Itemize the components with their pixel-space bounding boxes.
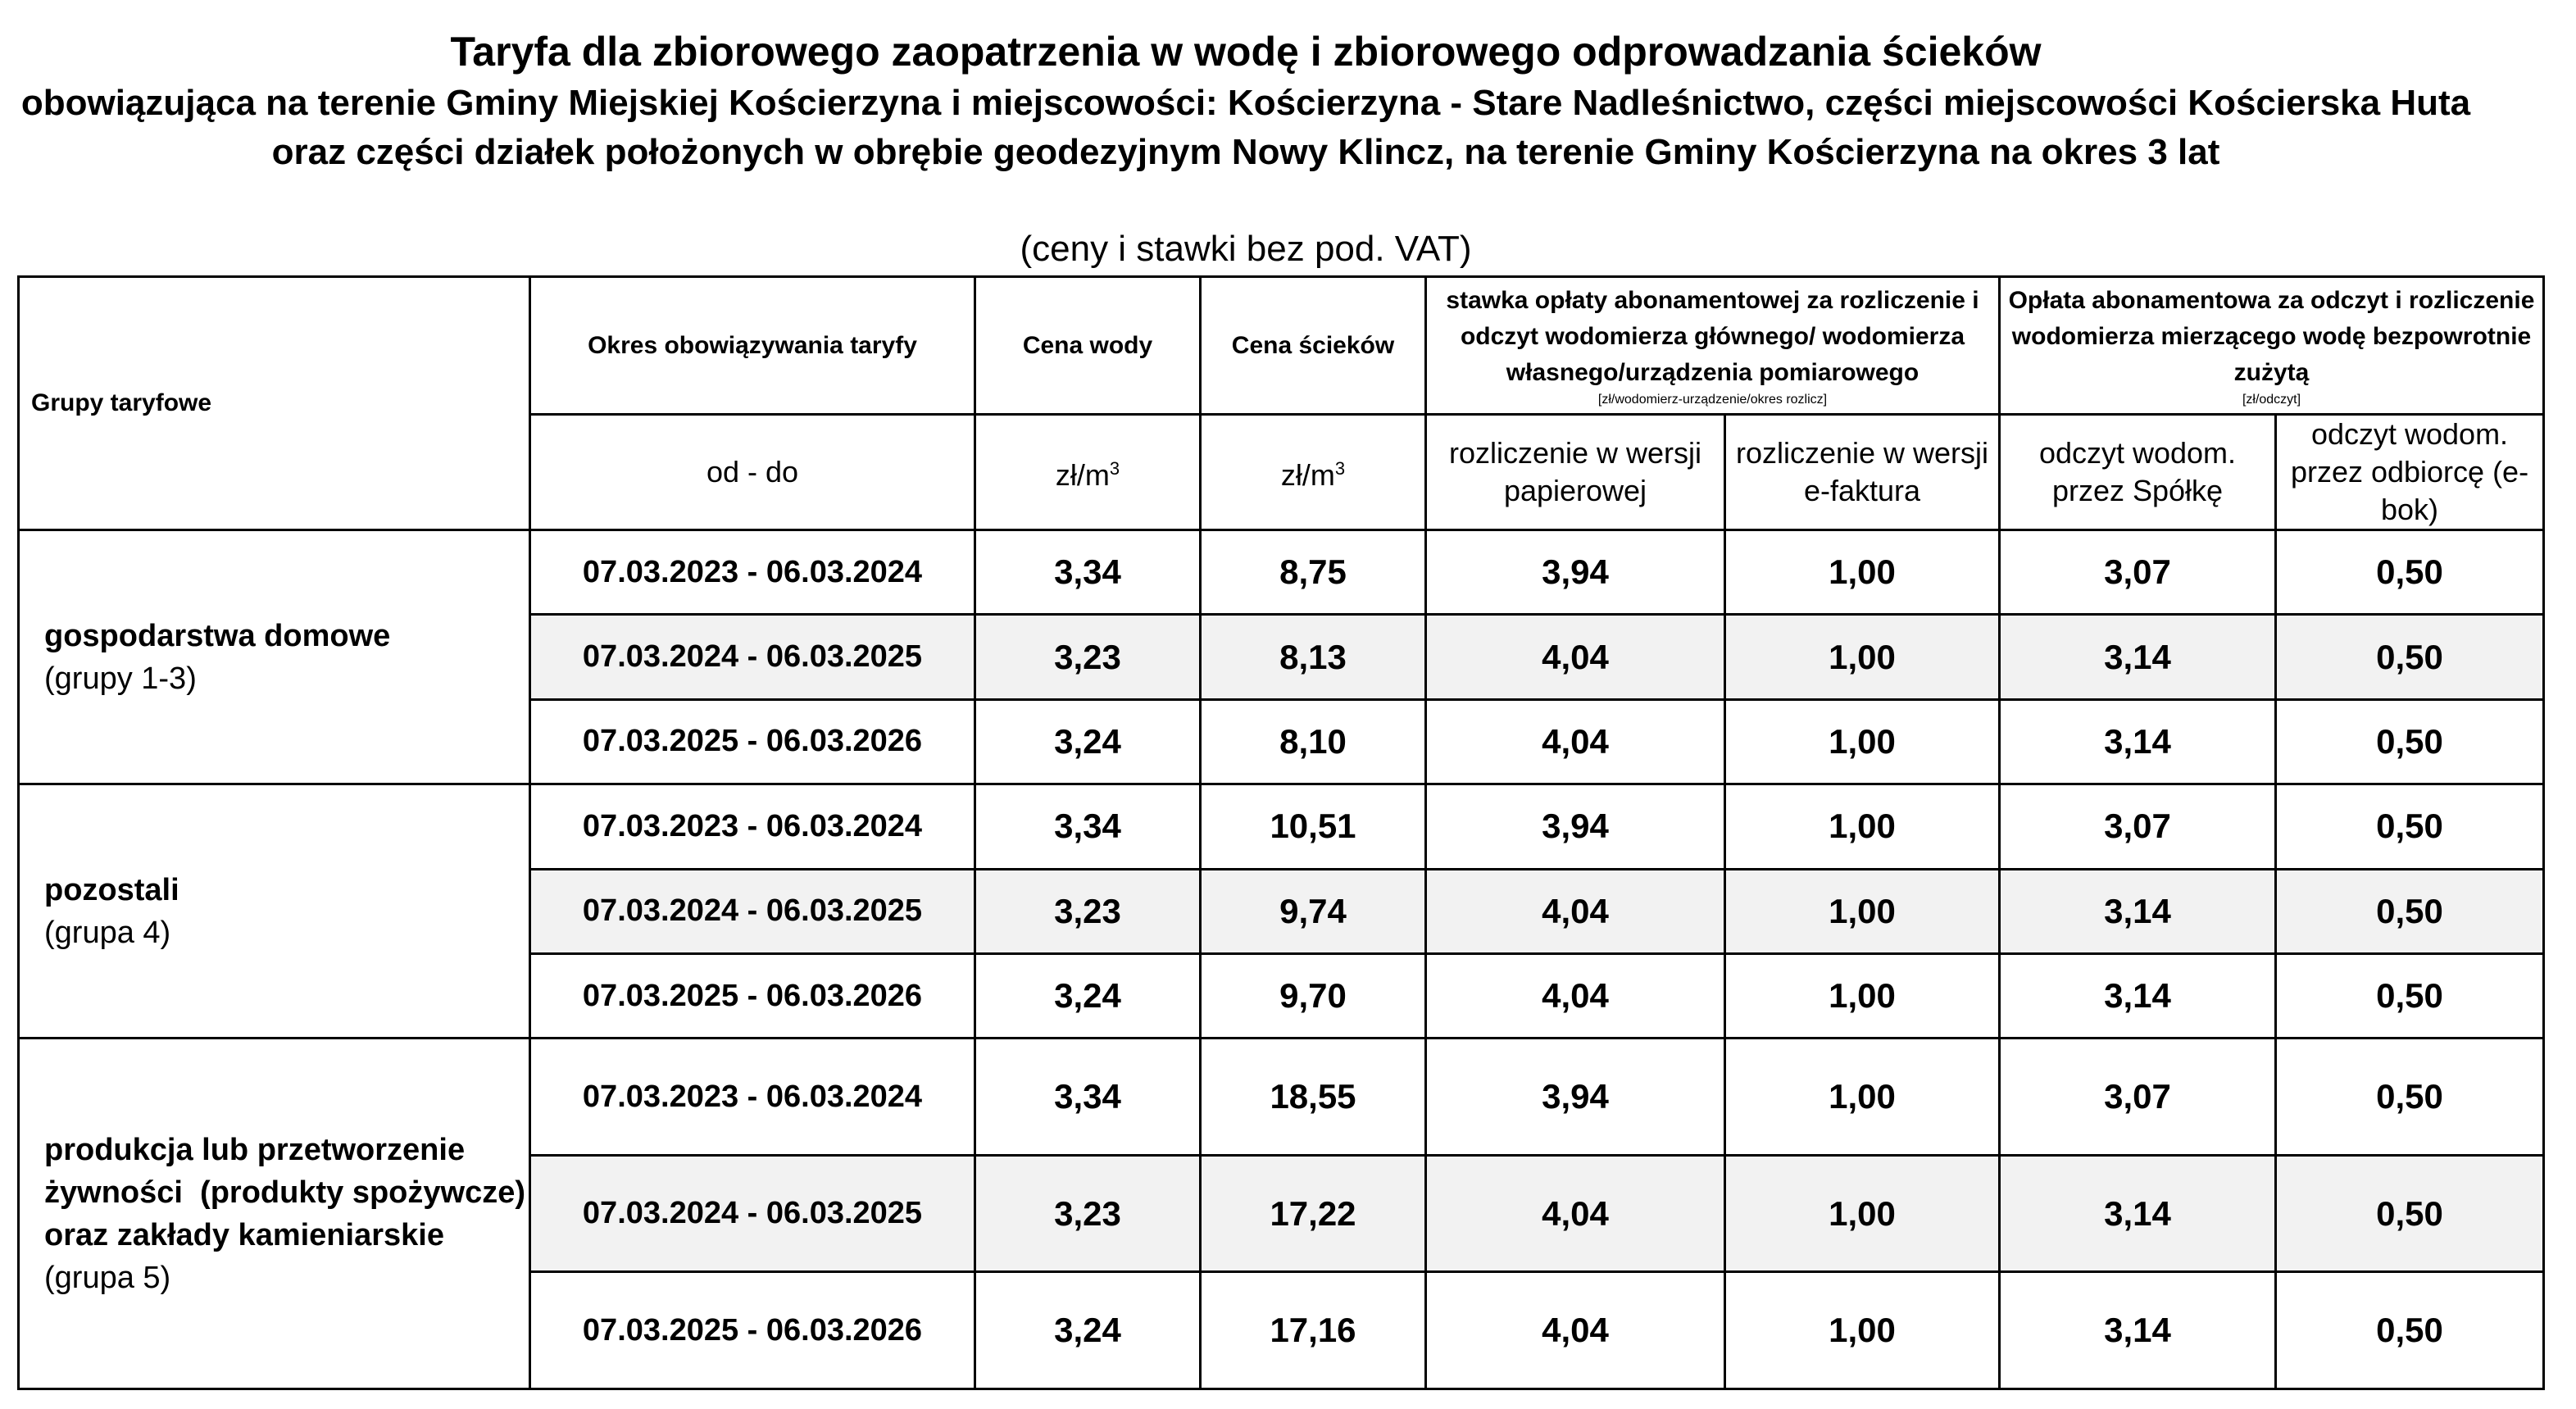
sewage-price-cell: 9,74 (1201, 869, 1426, 953)
water-price-cell: 3,23 (975, 615, 1201, 699)
customer-read-fee-cell: 0,50 (2276, 869, 2544, 953)
efaktura-fee-cell: 1,00 (1725, 1155, 2000, 1272)
group-name-line: żywności (produkty spożywcze) (44, 1175, 525, 1210)
header-subscription-fee-label: stawka opłaty abonamentowej za rozliczenie i odczyt wodomierza głównego/ wodomierza własnego/urządzenia pomiarowego (1446, 286, 1979, 386)
water-price-cell: 3,34 (975, 1039, 1201, 1156)
paper-fee-cell: 3,94 (1426, 1039, 1725, 1156)
header-paper-billing: rozliczenie w wersji papierowej (1426, 415, 1725, 530)
company-read-fee-cell: 3,14 (2000, 953, 2276, 1038)
group-name: gospodarstwa domowe (44, 618, 391, 653)
efaktura-fee-cell: 1,00 (1725, 530, 2000, 615)
company-read-fee-cell: 3,07 (2000, 530, 2276, 615)
paper-fee-cell: 4,04 (1426, 699, 1725, 784)
header-sewage-unit: $zł/m^3$ (1201, 415, 1426, 530)
sewage-price-cell: 17,22 (1201, 1155, 1426, 1272)
efaktura-fee-cell: 1,00 (1725, 1272, 2000, 1389)
water-price-cell: 3,34 (975, 530, 1201, 615)
table-row (19, 530, 2544, 615)
water-price-cell: 3,23 (975, 869, 1201, 953)
paper-fee-cell: 4,04 (1426, 1272, 1725, 1389)
customer-read-fee-cell: 0,50 (2276, 1039, 2544, 1156)
customer-read-fee-cell: 0,50 (2276, 699, 2544, 784)
sewage-price-cell: 8,10 (1201, 699, 1426, 784)
customer-read-fee-cell: 0,50 (2276, 530, 2544, 615)
customer-read-fee-cell: 0,50 (2276, 1272, 2544, 1389)
efaktura-fee-cell: 1,00 (1725, 784, 2000, 869)
efaktura-fee-cell: 1,00 (1725, 615, 2000, 699)
group-others (19, 784, 530, 1039)
document-subtitle-line1: obowiązująca na terenie Gminy Miejskiej Kościerzyna i miejscowości: Kościerzyna - Stare Nadleśnictwo, części miejscowości Kościerska Huta (20, 83, 2471, 123)
group-food-production (19, 1039, 530, 1389)
group-note: (grupa 4) (44, 915, 171, 950)
sewage-price-cell: 10,51 (1201, 784, 1426, 869)
header-efaktura-billing: rozliczenie w wersji e-faktura (1725, 415, 2000, 530)
paper-fee-cell: 3,94 (1426, 530, 1725, 615)
period-cell: 07.03.2023 - 06.03.2024 (530, 1039, 975, 1156)
paper-fee-cell: 4,04 (1426, 615, 1725, 699)
header-period-unit: od - do (530, 415, 975, 530)
document-title: Taryfa dla zbiorowego zaopatrzenia w wodę i zbiorowego odprowadzania ścieków (450, 29, 2042, 75)
sewage-price-cell: 18,55 (1201, 1039, 1426, 1156)
header-water-unit: $zł/m^3$ (975, 415, 1201, 530)
header-subscription-fee (1426, 277, 2000, 415)
paper-fee-cell: 4,04 (1426, 953, 1725, 1038)
paper-fee-cell: 3,94 (1426, 784, 1725, 869)
water-price-cell: 3,24 (975, 1272, 1201, 1389)
table-row (19, 1039, 2544, 1156)
header-reading-fee-label: Opłata abonamentowa za odczyt i rozliczenie wodomierza mierzącego wodę bezpowrotnie zużytą (2008, 286, 2535, 386)
company-read-fee-cell: 3,07 (2000, 1039, 2276, 1156)
efaktura-fee-cell: 1,00 (1725, 699, 2000, 784)
header-subscription-fee-unit: [zł/wodomierz-urządzenie/okres rozlicz] (1597, 392, 1828, 407)
customer-read-fee-cell: 0,50 (2276, 953, 2544, 1038)
paper-fee-cell: 4,04 (1426, 1155, 1725, 1272)
header-sewage-price: Cena ścieków (1201, 277, 1426, 415)
group-note: (grupy 1-3) (44, 661, 197, 696)
header-read-by-company: odczyt wodom. przez Spółkę (2000, 415, 2276, 530)
company-read-fee-cell: 3,14 (2000, 699, 2276, 784)
document-subtitle-line2: oraz części działek położonych w obrębie geodezyjnym Nowy Klincz, na terenie Gminy Kościerzyna na okres 3 lat (271, 132, 2220, 172)
period-cell: 07.03.2023 - 06.03.2024 (530, 530, 975, 615)
period-cell: 07.03.2025 - 06.03.2026 (530, 699, 975, 784)
company-read-fee-cell: 3,14 (2000, 1272, 2276, 1389)
efaktura-fee-cell: 1,00 (1725, 869, 2000, 953)
header-row-1 (19, 277, 2544, 415)
company-read-fee-cell: 3,14 (2000, 615, 2276, 699)
table-row (19, 784, 2544, 869)
paper-fee-cell: 4,04 (1426, 869, 1725, 953)
period-cell: 07.03.2024 - 06.03.2025 (530, 1155, 975, 1272)
period-cell: 07.03.2023 - 06.03.2024 (530, 784, 975, 869)
sewage-price-cell: 9,70 (1201, 953, 1426, 1038)
customer-read-fee-cell: 0,50 (2276, 784, 2544, 869)
efaktura-fee-cell: 1,00 (1725, 953, 2000, 1038)
water-price-cell: 3,23 (975, 1155, 1201, 1272)
header-period: Okres obowiązywania taryfy (530, 277, 975, 415)
group-households (19, 530, 530, 784)
sewage-price-cell: 17,16 (1201, 1272, 1426, 1389)
company-read-fee-cell: 3,07 (2000, 784, 2276, 869)
tariff-table (17, 275, 2545, 1390)
customer-read-fee-cell: 0,50 (2276, 1155, 2544, 1272)
header-reading-fee-unit: [zł/odczyt] (2242, 392, 2301, 407)
sewage-price-cell: 8,13 (1201, 615, 1426, 699)
water-price-cell: 3,34 (975, 784, 1201, 869)
company-read-fee-cell: 3,14 (2000, 869, 2276, 953)
period-cell: 07.03.2025 - 06.03.2026 (530, 1272, 975, 1389)
group-name: pozostali (44, 872, 179, 907)
group-name-line: produkcja lub przetworzenie (44, 1132, 466, 1167)
price-note: (ceny i stawki bez pod. VAT) (1020, 229, 1472, 269)
group-note: (grupa 5) (44, 1260, 171, 1295)
company-read-fee-cell: 3,14 (2000, 1155, 2276, 1272)
document-title-block (0, 25, 2492, 177)
period-cell: 07.03.2025 - 06.03.2026 (530, 953, 975, 1038)
sewage-price-cell: 8,75 (1201, 530, 1426, 615)
header-read-by-customer: odczyt wodom. przez odbiorcę (e-bok) (2276, 415, 2544, 530)
header-water-price: Cena wody (975, 277, 1201, 415)
header-reading-fee (2000, 277, 2544, 415)
efaktura-fee-cell: 1,00 (1725, 1039, 2000, 1156)
water-price-cell: 3,24 (975, 953, 1201, 1038)
group-name-line: oraz zakłady kamieniarskie (44, 1217, 444, 1252)
header-groups: Grupy taryfowe (19, 277, 530, 530)
customer-read-fee-cell: 0,50 (2276, 615, 2544, 699)
period-cell: 07.03.2024 - 06.03.2025 (530, 615, 975, 699)
period-cell: 07.03.2024 - 06.03.2025 (530, 869, 975, 953)
water-price-cell: 3,24 (975, 699, 1201, 784)
